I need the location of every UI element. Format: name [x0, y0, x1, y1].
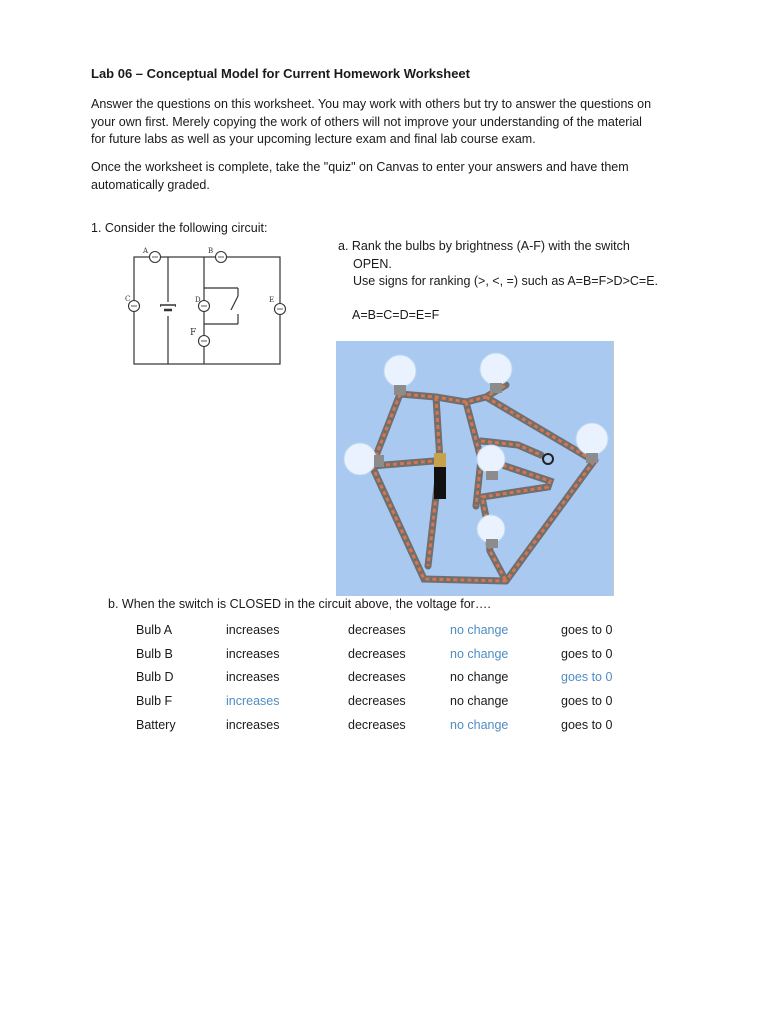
choice-row — [136, 623, 656, 643]
choice-row — [136, 718, 656, 738]
worksheet-title: Lab 06 – Conceptual Model for Current Homework Worksheet — [91, 66, 470, 81]
label-a: A — [143, 247, 149, 255]
option-no-change[interactable]: no change — [450, 623, 509, 637]
circuit-simulation-image — [336, 341, 624, 596]
intro-paragraph: Answer the questions on this worksheet. You may work with others but try to answer the questions on your own first. Merely copying the work of others will not improve your understanding of the material for future labs as well as your upcoming lecture exam and final lab course exam. — [91, 97, 652, 146]
option-increases[interactable]: increases — [226, 717, 280, 732]
option-decreases[interactable]: decreases — [348, 623, 406, 637]
question-1-label: 1. Consider the following circuit: — [91, 221, 268, 235]
question-1b-prompt: b. When the switch is CLOSED in the circuit above, the voltage for…. — [108, 597, 491, 611]
option-increases[interactable]: increases — [226, 670, 280, 685]
label-f: F — [190, 328, 197, 338]
option-no-change[interactable]: no change — [450, 670, 509, 685]
choice-row — [136, 647, 656, 667]
choice-row — [136, 670, 656, 690]
row-label: Bulb F — [136, 694, 173, 709]
option-increases[interactable]: increases — [226, 623, 280, 637]
option-decreases[interactable]: decreases — [348, 717, 406, 732]
option-goes-to-0[interactable]: goes to 0 — [561, 717, 613, 732]
option-goes-to-0[interactable]: goes to 0 — [561, 670, 613, 685]
label-c: C — [125, 295, 131, 303]
question-1a-answer: A=B=C=D=E=F — [352, 308, 440, 322]
option-goes-to-0[interactable]: goes to 0 — [561, 623, 613, 637]
row-label: Bulb D — [136, 670, 174, 685]
row-label: Bulb A — [136, 623, 173, 637]
option-increases[interactable]: increases — [226, 646, 280, 661]
option-no-change[interactable]: no change — [450, 717, 509, 732]
row-label: Battery — [136, 717, 176, 732]
label-d: D — [195, 296, 201, 304]
option-decreases[interactable]: decreases — [348, 646, 406, 661]
row-label: Bulb B — [136, 646, 173, 661]
option-decreases[interactable]: decreases — [348, 694, 406, 709]
option-no-change[interactable]: no change — [450, 646, 509, 661]
choice-row — [136, 694, 656, 714]
label-b: B — [208, 247, 214, 255]
simulation-side-panel — [613, 341, 626, 596]
canvas-instructions: Once the worksheet is complete, take the "quiz" on Canvas to enter your answers and have them automatically graded. — [91, 160, 629, 192]
option-increases[interactable]: increases — [226, 694, 280, 709]
option-no-change[interactable]: no change — [450, 694, 509, 709]
question-1a: a. Rank the bulbs by brightness (A-F) with the switch OPEN. Use signs for ranking (>, <, =) such as A=B=F>D>C=E. — [338, 239, 659, 288]
option-goes-to-0[interactable]: goes to 0 — [561, 694, 613, 709]
option-decreases[interactable]: decreases — [348, 670, 406, 685]
circuit-schematic — [120, 244, 288, 368]
label-e: E — [269, 296, 275, 304]
option-goes-to-0[interactable]: goes to 0 — [561, 646, 613, 661]
